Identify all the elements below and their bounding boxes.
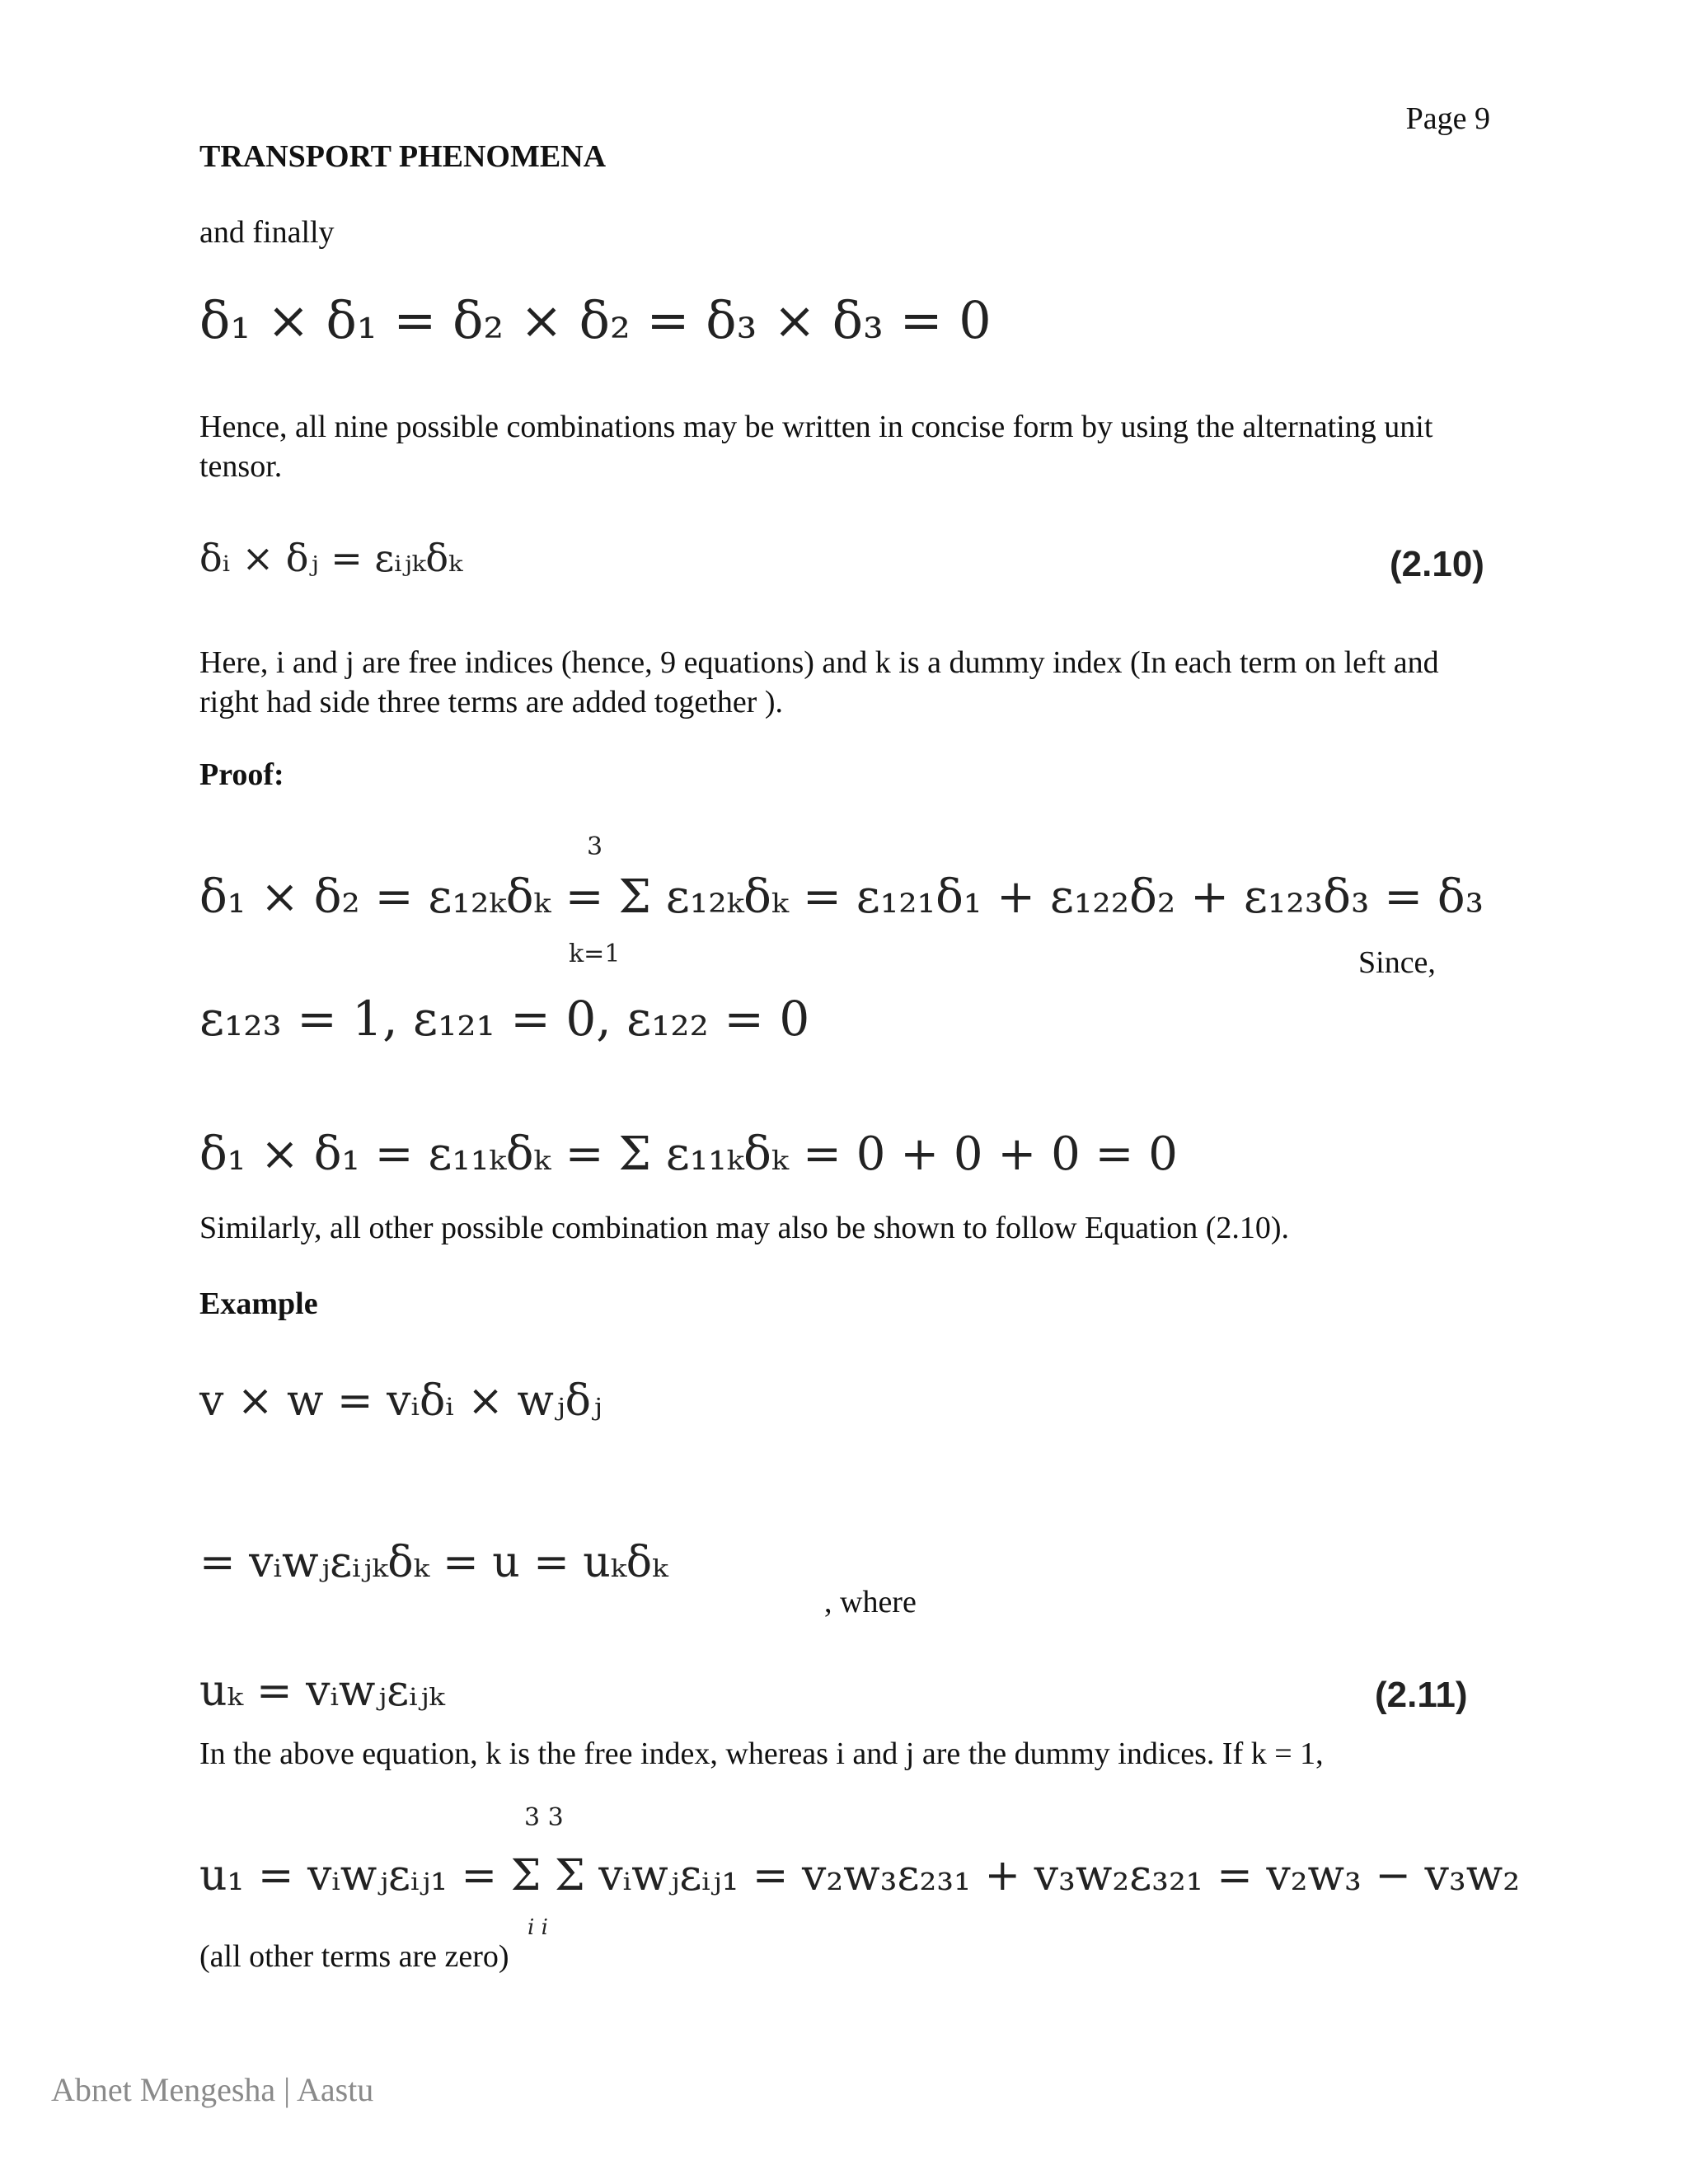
text-others-zero: (all other terms are zero) (199, 1939, 509, 1974)
equation-example-1: v × w = vᵢδᵢ × wⱼδⱼ (199, 1376, 603, 1426)
equation-number-2-10: (2.10) (1390, 544, 1484, 584)
equation-2-11: uₖ = vᵢwⱼεᵢⱼₖ (199, 1666, 445, 1716)
equation-2-10: δᵢ × δⱼ = εᵢⱼₖδₖ (199, 536, 462, 580)
text-since: Since, (1358, 945, 1436, 980)
text-proof: Proof: (199, 757, 284, 792)
text-example: Example (199, 1286, 318, 1321)
text-where: , where (824, 1585, 917, 1619)
text-here: Here, i and j are free indices (hence, 9 equations) and k is a dummy index (In each term on left and right had side three terms are added together ). (199, 645, 1439, 719)
document-header: TRANSPORT PHENOMENA (199, 139, 607, 174)
footer: Abnet Mengesha | Aastu (51, 2071, 374, 2108)
equation-example-2: = vᵢwⱼεᵢⱼₖδₖ = u = uₖδₖ (199, 1538, 668, 1587)
text-and-finally: and finally (199, 215, 335, 250)
sum-lower-limits-u1: i i (528, 1915, 548, 1940)
sum-lower-limit: k=1 (569, 940, 621, 968)
text-hence: Hence, all nine possible combinations may be written in concise form by using the alternating unit tensor. (199, 410, 1433, 484)
equation-since: ε₁₂₃ = 1, ε₁₂₁ = 0, ε₁₂₂ = 0 (199, 991, 810, 1047)
text-above-equation: In the above equation, k is the free index, whereas i and j are the dummy indices. If k = 1, (199, 1736, 1324, 1771)
equation-delta11: δ₁ × δ₁ = ε₁₁ₖδₖ = Σ ε₁₁ₖδₖ = 0 + 0 + 0 = 0 (199, 1127, 1178, 1181)
equation-zero-cross: δ₁ × δ₁ = δ₂ × δ₂ = δ₃ × δ₃ = 0 (199, 290, 992, 350)
equation-number-2-11: (2.11) (1375, 1675, 1468, 1715)
sum-upper-limit: 3 (587, 832, 603, 861)
equation-proof: δ₁ × δ₂ = ε₁₂ₖδₖ = Σ ε₁₂ₖδₖ = ε₁₂₁δ₁ + ε₁₂₂δ₂ + ε₁₂₃δ₃ = δ₃ (199, 870, 1484, 924)
text-similarly: Similarly, all other possible combination may also be shown to follow Equation (2.10). (199, 1211, 1290, 1245)
equation-u1: u₁ = vᵢwⱼεᵢⱼ₁ = Σ Σ vᵢwⱼεᵢⱼ₁ = v₂w₃ε₂₃₁ + v₃w₂ε₃₂₁ = v₂w₃ − v₃w₂ (199, 1851, 1521, 1900)
sum-upper-limits-u1: 3 3 (524, 1803, 564, 1832)
page-number: Page 9 (1405, 101, 1490, 136)
